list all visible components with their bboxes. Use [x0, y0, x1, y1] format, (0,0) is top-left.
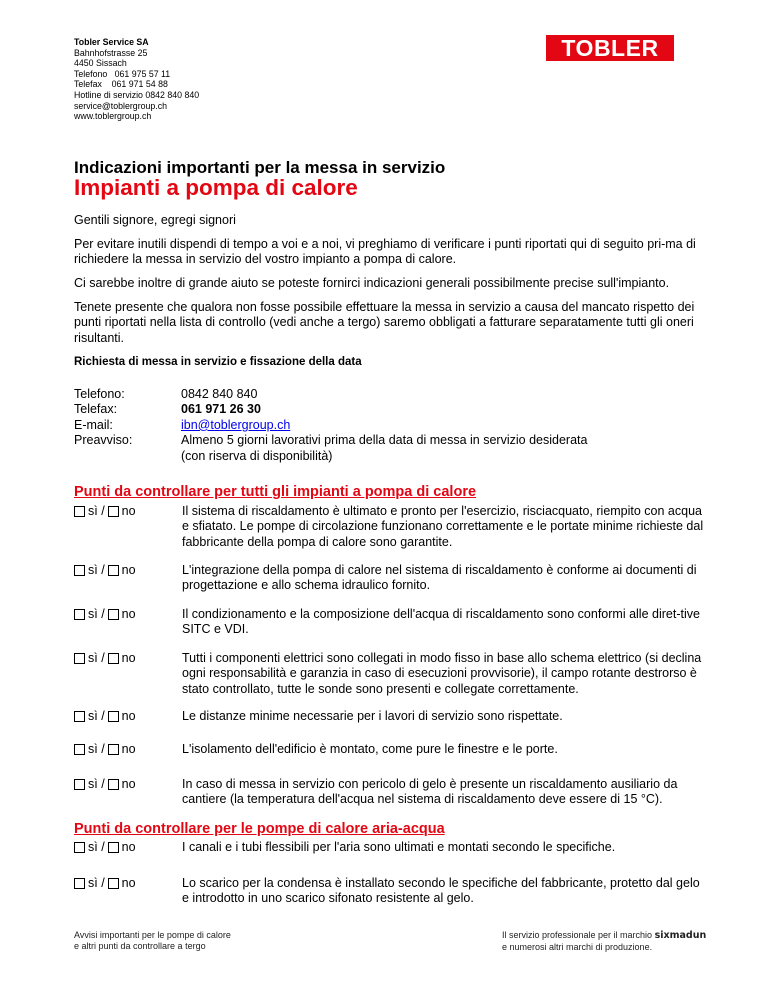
- intro-paragraph-2: Ci sarebbe inoltre di grande aiuto se poteste fornirci indicazioni generali possibilmente precise sull'impianto.: [74, 276, 670, 290]
- yes-label: sì /: [88, 876, 105, 890]
- no-label: no: [121, 607, 136, 621]
- no-label: no: [121, 563, 136, 577]
- no-checkbox[interactable]: [108, 653, 119, 664]
- page-subtitle: Indicazioni importanti per la messa in servizio: [74, 158, 446, 177]
- notice-value: Almeno 5 giorni lavorativi prima della data di messa in servizio desiderata: [181, 433, 588, 448]
- yes-label: sì /: [88, 651, 105, 665]
- notice-label: Preavviso:: [74, 433, 133, 448]
- yes-label: sì /: [88, 777, 105, 791]
- yes-label: sì /: [88, 742, 105, 756]
- no-checkbox[interactable]: [108, 609, 119, 620]
- no-label: no: [121, 651, 136, 665]
- yes-label: sì /: [88, 840, 105, 854]
- checklist-item: [74, 651, 704, 697]
- company-name: Tobler Service SA: [74, 37, 149, 47]
- checklist-item-text: Il condizionamento e la composizione dell'acqua di riscaldamento sono conformi alle diret-tive SITC e VDI.: [182, 607, 700, 637]
- contact-table: [74, 387, 701, 464]
- email-label: E-mail:: [74, 417, 113, 432]
- no-label: no: [121, 709, 136, 723]
- checklist-item: [74, 876, 704, 907]
- yes-checkbox[interactable]: [74, 565, 85, 576]
- yes-label: sì /: [88, 504, 105, 518]
- company-email: service@toblergroup.ch: [74, 100, 168, 111]
- checklist-item-text: Le distanze minime necessarie per i lavori di servizio sono rispettate.: [182, 709, 563, 723]
- fax-label: Telefax:: [74, 402, 118, 417]
- yes-no-options: [74, 840, 182, 855]
- checklist-item: [74, 709, 704, 724]
- yes-label: sì /: [88, 563, 105, 577]
- yes-no-options: [74, 563, 182, 578]
- no-checkbox[interactable]: [108, 565, 119, 576]
- greeting: Gentili signore, egregi signori: [74, 213, 236, 227]
- yes-checkbox[interactable]: [74, 609, 85, 620]
- checklist-item-text: Lo scarico per la condensa è installato secondo le specifiche del fabbricante, protetto dal gelo e introdotto in uno scarico sifonato resistente al gelo.: [182, 876, 700, 906]
- footer-left-line2: e altri punti da controllare a tergo: [74, 940, 206, 951]
- page-title: Impianti a pompa di calore: [74, 175, 358, 200]
- footer-right-line1: Il servizio professionale per il marchio: [502, 930, 653, 940]
- no-label: no: [121, 777, 136, 791]
- no-label: no: [121, 504, 136, 518]
- intro-paragraph-1: Per evitare inutili dispendi di tempo a voi e a noi, vi preghiamo di verificare i punti riportati qui di seguito pri-ma di richiedere la messa in servizio del vostro impianto a pompa di calore.: [74, 237, 696, 267]
- address-city: 4450 Sissach: [74, 58, 127, 69]
- sixmadun-logo: sixmadun: [654, 930, 707, 941]
- yes-checkbox[interactable]: [74, 878, 85, 889]
- notice-note: (con riserva di disponibilità): [181, 448, 333, 463]
- fax-value: 061 971 26 30: [181, 402, 261, 417]
- no-checkbox[interactable]: [108, 506, 119, 517]
- no-checkbox[interactable]: [108, 842, 119, 853]
- no-label: no: [121, 742, 136, 756]
- yes-no-options: [74, 651, 182, 666]
- no-label: no: [121, 876, 136, 890]
- no-label: no: [121, 840, 136, 854]
- tobler-logo: TOBLER: [546, 35, 674, 61]
- no-checkbox[interactable]: [108, 878, 119, 889]
- phone-label: Telefono:: [74, 387, 125, 401]
- checklist-item: [74, 607, 704, 638]
- yes-checkbox[interactable]: [74, 779, 85, 790]
- checklist-item-text: In caso di messa in servizio con pericolo di gelo è presente un riscaldamento ausiliario da cantiere (la temperatura dell'acqua nel sistema di riscaldamento deve essere di 15 °C).: [182, 777, 678, 807]
- checklist-item: [74, 840, 704, 855]
- yes-label: sì /: [88, 709, 105, 723]
- yes-checkbox[interactable]: [74, 506, 85, 517]
- yes-checkbox[interactable]: [74, 744, 85, 755]
- yes-checkbox[interactable]: [74, 842, 85, 853]
- phone-value: 0842 840 840: [181, 387, 258, 401]
- checklist-item: [74, 563, 704, 594]
- yes-checkbox[interactable]: [74, 653, 85, 664]
- yes-checkbox[interactable]: [74, 711, 85, 722]
- section-title-all-systems: Punti da controllare per tutti gli impianti a pompa di calore: [74, 484, 477, 500]
- address-street: Bahnhofstrasse 25: [74, 47, 148, 58]
- yes-label: sì /: [88, 607, 105, 621]
- intro-paragraph-3: Tenete presente che qualora non fosse possibile effettuare la messa in servizio a causa del mancato rispetto dei punti riportati nella lista di controllo (vedi anche a tergo) saremo obbligati a fatturare separatamente tutti gli oneri risultanti.: [74, 300, 695, 345]
- section-title-air-water: Punti da controllare per le pompe di calore aria-acqua: [74, 821, 445, 837]
- checklist-item: [74, 777, 704, 808]
- email-link[interactable]: ibn@toblergroup.ch: [181, 417, 291, 432]
- company-fax: Telefax 061 971 54 88: [74, 79, 168, 90]
- no-checkbox[interactable]: [108, 779, 119, 790]
- yes-no-options: [74, 709, 182, 724]
- checklist-item: [74, 742, 704, 757]
- checklist-item-text: Il sistema di riscaldamento è ultimato e pronto per l'esercizio, risciacquato, riempito con acqua e sfiatato. Le pompe di circolazione funzionano correttamente e le portate minime richieste dal fabbricante della pompa di calore sono garantite.: [182, 504, 704, 549]
- checklist-item-text: Tutti i componenti elettrici sono collegati in modo fisso in base allo schema elettrico (si declina ogni responsabilità e garanzia in caso di esecuzioni provvisorie), il campo rotante destrorso è stato controllato, tutte le sonde sono presenti e collegate correttamente.: [182, 651, 702, 696]
- yes-no-options: [74, 504, 182, 519]
- footer-left-line1: Avvisi importanti per le pompe di calore: [74, 930, 231, 940]
- footer-right-line2: e numerosi altri marchi di produzione.: [502, 941, 653, 952]
- no-checkbox[interactable]: [108, 711, 119, 722]
- yes-no-options: [74, 777, 182, 792]
- yes-no-options: [74, 742, 182, 757]
- checklist-item: [74, 504, 704, 550]
- company-hotline: Hotline di servizio 0842 840 840: [74, 89, 200, 100]
- checklist-item-text: L'integrazione della pompa di calore nel sistema di riscaldamento è conforme ai documenti di progettazione e allo schema idraulico fornito.: [182, 563, 697, 593]
- company-phone: Telefono 061 975 57 11: [74, 68, 171, 79]
- footer-right: [502, 930, 706, 952]
- footer-left: [74, 930, 231, 951]
- no-checkbox[interactable]: [108, 744, 119, 755]
- company-website: www.toblergroup.ch: [74, 111, 152, 122]
- checklist-item-text: I canali e i tubi flessibili per l'aria sono ultimati e montati secondo le specifiche.: [182, 840, 616, 854]
- checklist-item-text: L'isolamento dell'edificio è montato, come pure le finestre e le porte.: [182, 742, 558, 756]
- request-heading: Richiesta di messa in servizio e fissazione della data: [74, 356, 362, 368]
- company-address: [74, 37, 199, 122]
- yes-no-options: [74, 876, 182, 891]
- yes-no-options: [74, 607, 182, 622]
